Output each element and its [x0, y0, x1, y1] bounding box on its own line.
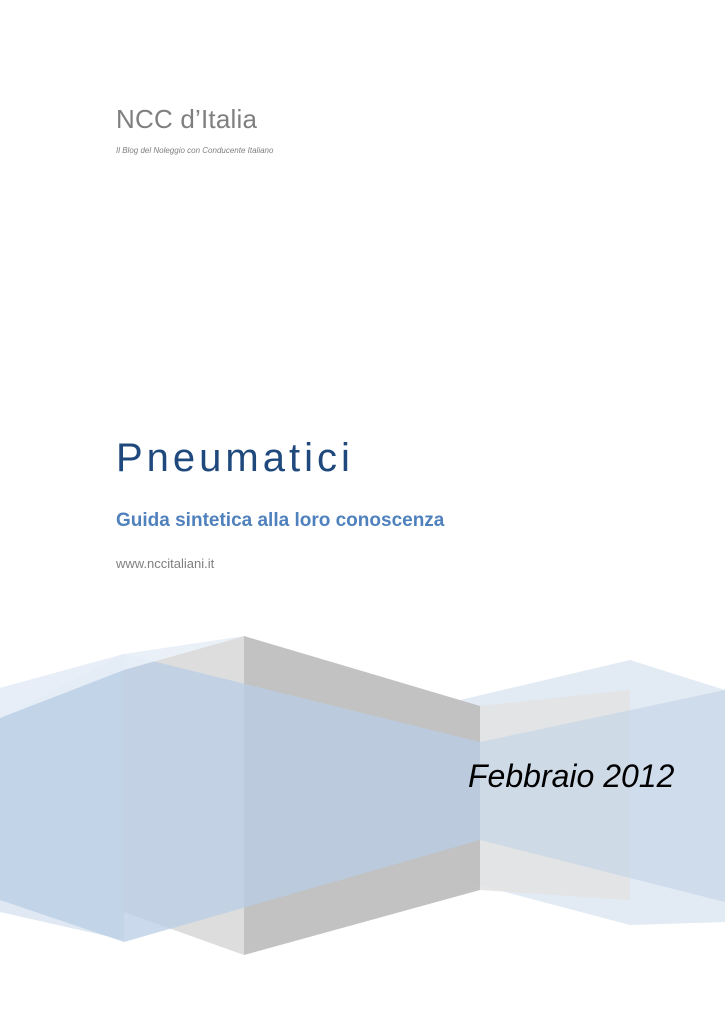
document-date: Febbraio 2012 — [468, 758, 675, 794]
company-tagline: Il Blog del Noleggio con Conducente Italiano — [116, 146, 274, 155]
cover-decorative-graphic — [0, 620, 725, 970]
company-name: NCC d’Italia — [116, 104, 258, 134]
document-title: Pneumatici — [116, 436, 354, 480]
website-url: www.nccitaliani.it — [116, 556, 215, 571]
document-subtitle: Guida sintetica alla loro conoscenza — [116, 510, 445, 531]
